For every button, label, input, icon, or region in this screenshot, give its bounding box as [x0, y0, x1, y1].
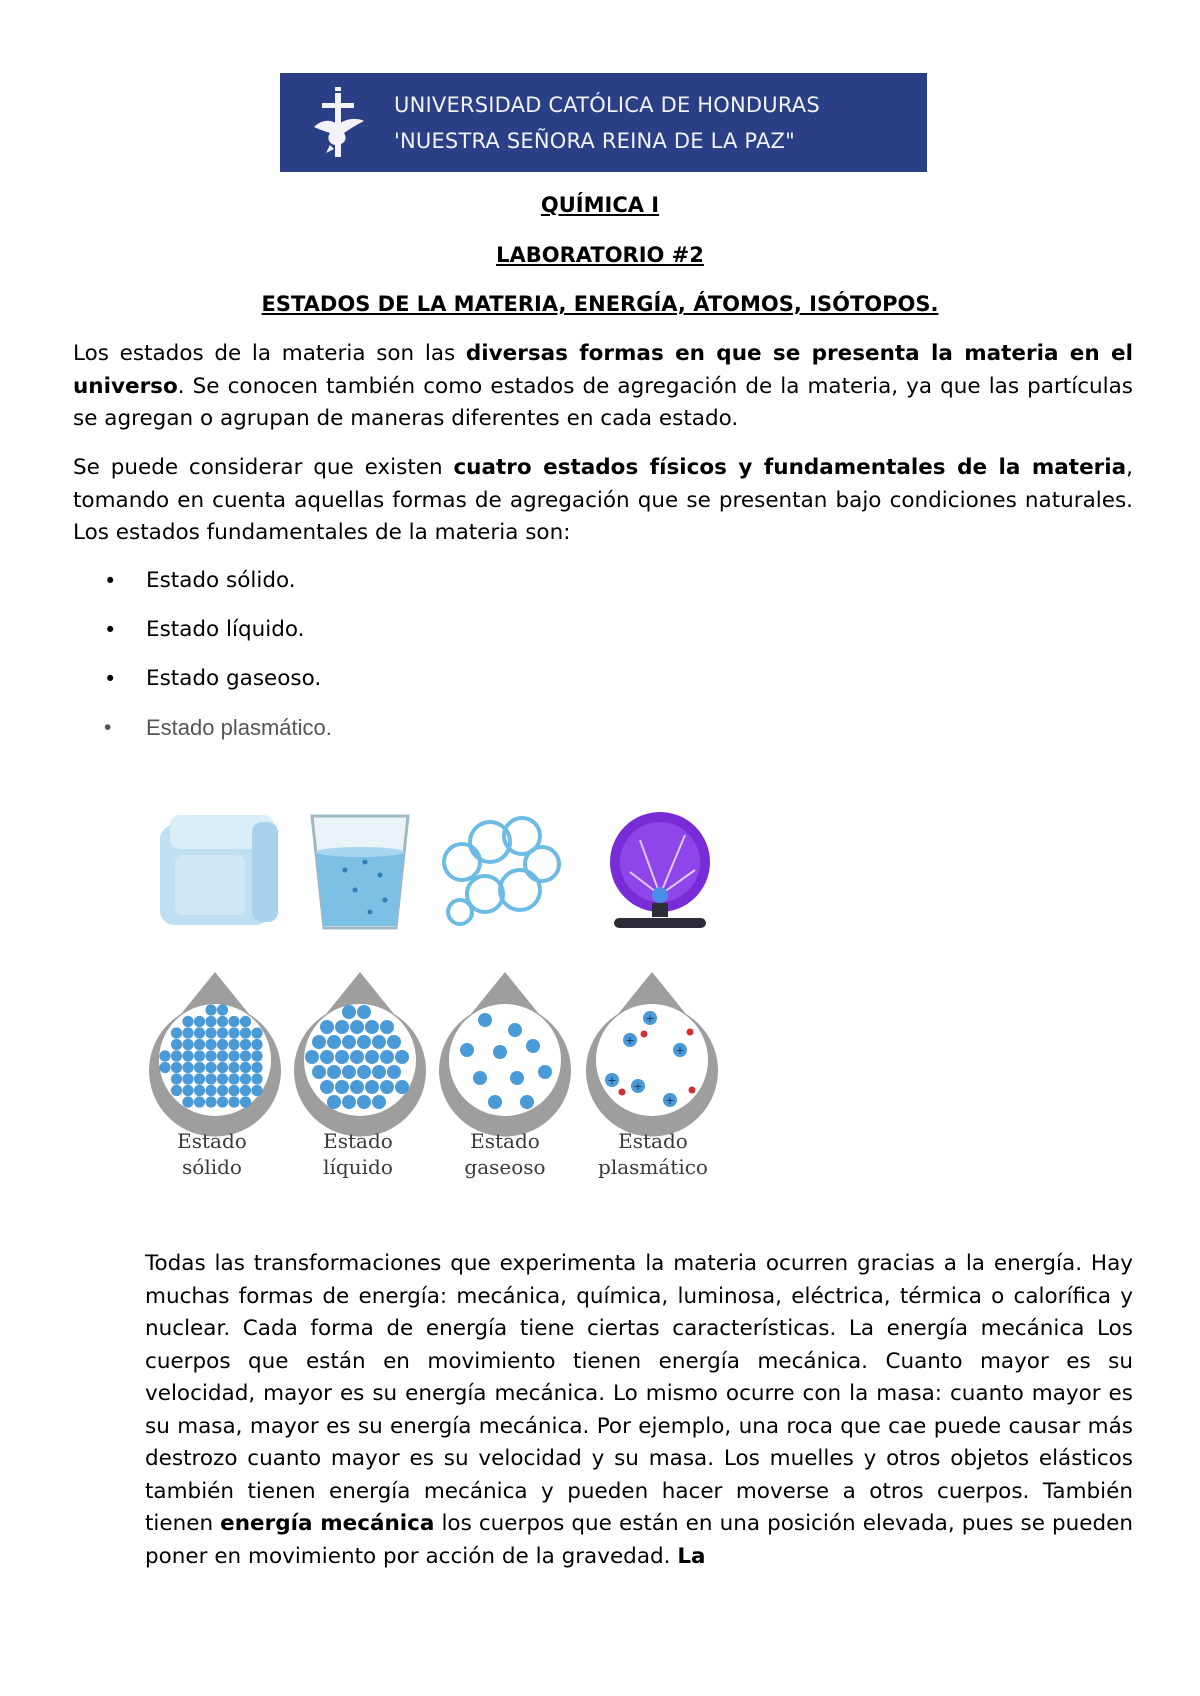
solid-particle	[228, 1050, 239, 1061]
university-banner	[280, 73, 927, 172]
text-run: . Se conocen también como estados de agregación de la materia, ya que las partículas se agregan o agrupan de maneras diferentes en cada estado.	[73, 373, 1133, 431]
solid-particle	[240, 1073, 251, 1084]
solid-particle	[217, 1096, 228, 1107]
solid-particle	[205, 1027, 216, 1038]
liquid-particle	[320, 1020, 334, 1034]
caption-line: plasmático	[598, 1155, 708, 1179]
gas-particle	[493, 1045, 507, 1059]
bold-run: energía mecánica	[220, 1511, 435, 1536]
liquid-particle	[387, 1065, 401, 1079]
solid-particle	[217, 1027, 228, 1038]
bold-run: La	[677, 1543, 706, 1569]
solid-particle	[182, 1085, 193, 1096]
solid-particle	[228, 1073, 239, 1084]
text-run: Todas las transformaciones que experimenta la materia ocurren gracias a la energía. Hay muchas formas de energía: mecánica, química, luminosa, eléctrica, térmica o calorífica y nuclear. Cada forma de energía tiene ciertas características. La energía mecánica Los cuerpos que están en movimiento tienen energía mecánica. Cuanto mayor es su velocidad, mayor es su energía mecánica. Lo mismo ocurre con la masa: cuanto mayor es su masa, mayor es su energía mecánica. Por ejemplo, una roca que cae puede causar más destrozo cuanto mayor es su velocidad y su masa. Los muelles y otros objetos elásticos también tienen energía mecánica y pueden hacer moverse a otros cuerpos. También tienen	[145, 1251, 1133, 1536]
solid-particle	[182, 1096, 193, 1107]
cross-dove-logo-icon	[308, 83, 370, 163]
solid-particle	[240, 1062, 251, 1073]
liquid-particle	[320, 1050, 334, 1064]
plus-sign: +	[645, 1012, 655, 1025]
text-run: , tomando en cuenta aquellas formas de agregación que se presentan bajo condiciones naturales. Los estados fundamentales de la materia son:	[73, 455, 1133, 545]
liquid-particle	[380, 1050, 394, 1064]
liquid-particle	[350, 1020, 364, 1034]
solid-particle	[194, 1027, 205, 1038]
liquid-particle	[387, 1035, 401, 1049]
solid-particle	[182, 1039, 193, 1050]
solid-particle	[182, 1050, 193, 1061]
caption-line: gaseoso	[464, 1155, 546, 1179]
solid-particle	[159, 1062, 170, 1073]
gas-particle	[478, 1013, 492, 1027]
liquid-particle	[357, 1065, 371, 1079]
liquid-particle	[320, 1080, 334, 1094]
electron-particle	[619, 1089, 626, 1096]
liquid-particle	[312, 1065, 326, 1079]
solid-particle	[205, 1004, 216, 1015]
solid-particle	[228, 1085, 239, 1096]
list-item: • Estado gaseoso.	[73, 663, 973, 712]
solid-particle	[182, 1073, 193, 1084]
solid-particle	[217, 1004, 228, 1015]
solid-particle	[205, 1073, 216, 1084]
solid-particle	[205, 1062, 216, 1073]
liquid-particle	[365, 1080, 379, 1094]
solid-particle	[240, 1016, 251, 1027]
solid-particle	[171, 1085, 182, 1096]
list-item: • Estado sólido.	[73, 565, 973, 614]
solid-particle	[240, 1096, 251, 1107]
solid-particle	[205, 1039, 216, 1050]
liquid-particle	[372, 1035, 386, 1049]
gas-particle	[538, 1065, 552, 1079]
solid-particle	[205, 1096, 216, 1107]
gas-particle	[508, 1023, 522, 1037]
plus-sign: +	[665, 1094, 675, 1107]
solid-particle	[217, 1016, 228, 1027]
caption-solid	[147, 1128, 277, 1180]
liquid-particle	[335, 1080, 349, 1094]
topic-title: ESTADOS DE LA MATERIA, ENERGÍA, ÁTOMOS, ISÓTOPOS.	[261, 292, 939, 316]
solid-particle	[251, 1039, 262, 1050]
energy-paragraph	[145, 1248, 1133, 1573]
gas-particle	[526, 1039, 540, 1053]
university-line-1: UNIVERSIDAD CATÓLICA DE HONDURAS	[394, 92, 820, 117]
solid-particle	[251, 1027, 262, 1038]
caption-line: Estado	[323, 1129, 393, 1153]
plus-sign: +	[633, 1080, 643, 1093]
states-list	[73, 565, 973, 761]
gas-particle	[520, 1095, 534, 1109]
solid-particle	[217, 1050, 228, 1061]
liquid-particle	[327, 1035, 341, 1049]
drop-interior	[449, 1004, 561, 1116]
solid-particle	[251, 1073, 262, 1084]
solid-particle	[205, 1050, 216, 1061]
liquid-particle	[335, 1020, 349, 1034]
liquid-particle	[327, 1095, 341, 1109]
gas-particle	[460, 1043, 474, 1057]
particle-drops	[149, 972, 718, 1137]
solid-particle	[240, 1085, 251, 1096]
liquid-particle	[335, 1050, 349, 1064]
bold-run: diversas formas en que se presenta la materia en el universo	[73, 341, 1133, 399]
solid-particle	[217, 1062, 228, 1073]
liquid-particle	[357, 1035, 371, 1049]
gas-particle	[473, 1071, 487, 1085]
gas-particle	[488, 1095, 502, 1109]
solid-particle	[228, 1039, 239, 1050]
solid-particle	[251, 1062, 262, 1073]
caption-plasma	[588, 1128, 718, 1180]
solid-particle	[171, 1039, 182, 1050]
water-glass-icon	[312, 816, 408, 928]
solid-particle	[217, 1085, 228, 1096]
electron-particle	[687, 1029, 694, 1036]
liquid-particle	[357, 1095, 371, 1109]
solid-particle	[205, 1016, 216, 1027]
plus-sign: +	[675, 1044, 685, 1057]
solid-particle	[182, 1027, 193, 1038]
text-run: los cuerpos que están en una posición elevada, pues se pueden poner en movimiento por acción de la gravedad.	[145, 1511, 1133, 1569]
solid-particle	[159, 1050, 170, 1061]
plasma-ball-icon	[610, 812, 710, 928]
caption-line: líquido	[323, 1155, 393, 1179]
solid-particle	[240, 1027, 251, 1038]
solid-particle	[194, 1016, 205, 1027]
liquid-particle	[342, 1005, 356, 1019]
solid-particle	[194, 1062, 205, 1073]
caption-gas	[440, 1128, 570, 1180]
solid-particle	[194, 1039, 205, 1050]
intro-paragraph	[73, 338, 1133, 436]
liquid-particle	[312, 1035, 326, 1049]
lab-title: LABORATORIO #2	[496, 243, 704, 267]
solid-particle	[194, 1085, 205, 1096]
list-item: • Estado plasmático.	[73, 712, 973, 761]
solid-particle	[228, 1016, 239, 1027]
liquid-particle	[327, 1065, 341, 1079]
solid-particle	[171, 1062, 182, 1073]
gas-particle	[510, 1071, 524, 1085]
ice-cube-icon	[160, 815, 278, 925]
caption-line: Estado	[177, 1129, 247, 1153]
university-name	[394, 87, 820, 159]
university-line-2: 'NUESTRA SEÑORA REINA DE LA PAZ"	[394, 128, 795, 153]
solid-particle	[171, 1073, 182, 1084]
caption-line: Estado	[618, 1129, 688, 1153]
liquid-particle	[350, 1050, 364, 1064]
plus-sign: +	[625, 1034, 635, 1047]
solid-particle	[194, 1096, 205, 1107]
electron-particle	[641, 1031, 648, 1038]
liquid-particle	[342, 1065, 356, 1079]
solid-particle	[251, 1050, 262, 1061]
plus-sign: +	[607, 1074, 617, 1087]
solid-particle	[228, 1027, 239, 1038]
liquid-particle	[372, 1065, 386, 1079]
caption-line: Estado	[470, 1129, 540, 1153]
solid-particle	[217, 1073, 228, 1084]
solid-particle	[194, 1073, 205, 1084]
solid-particle	[228, 1096, 239, 1107]
liquid-particle	[365, 1020, 379, 1034]
solid-particle	[240, 1039, 251, 1050]
solid-particle	[240, 1050, 251, 1061]
gas-cloud-icon	[444, 818, 559, 924]
liquid-particle	[365, 1050, 379, 1064]
solid-particle	[182, 1062, 193, 1073]
liquid-particle	[305, 1050, 319, 1064]
liquid-particle	[395, 1080, 409, 1094]
liquid-particle	[350, 1080, 364, 1094]
liquid-particle	[342, 1095, 356, 1109]
solid-particle	[171, 1027, 182, 1038]
states-paragraph	[73, 452, 1133, 550]
liquid-particle	[342, 1035, 356, 1049]
solid-particle	[217, 1039, 228, 1050]
bold-run: cuatro estados físicos y fundamentales de la materia	[453, 455, 1127, 480]
solid-particle	[205, 1085, 216, 1096]
course-title: QUÍMICA I	[540, 193, 660, 217]
liquid-particle	[357, 1005, 371, 1019]
liquid-particle	[372, 1095, 386, 1109]
solid-particle	[228, 1062, 239, 1073]
solid-particle	[171, 1050, 182, 1061]
list-item: • Estado líquido.	[73, 614, 973, 663]
solid-particle	[182, 1016, 193, 1027]
solid-particle	[251, 1085, 262, 1096]
text-run: Los estados de la materia son las	[73, 341, 466, 366]
liquid-particle	[395, 1050, 409, 1064]
liquid-particle	[380, 1020, 394, 1034]
caption-line: sólido	[182, 1155, 242, 1179]
solid-particle	[194, 1050, 205, 1061]
text-run: Se puede considerar que existen	[73, 455, 454, 480]
caption-liquid	[293, 1128, 423, 1180]
liquid-particle	[380, 1080, 394, 1094]
electron-particle	[689, 1087, 696, 1094]
